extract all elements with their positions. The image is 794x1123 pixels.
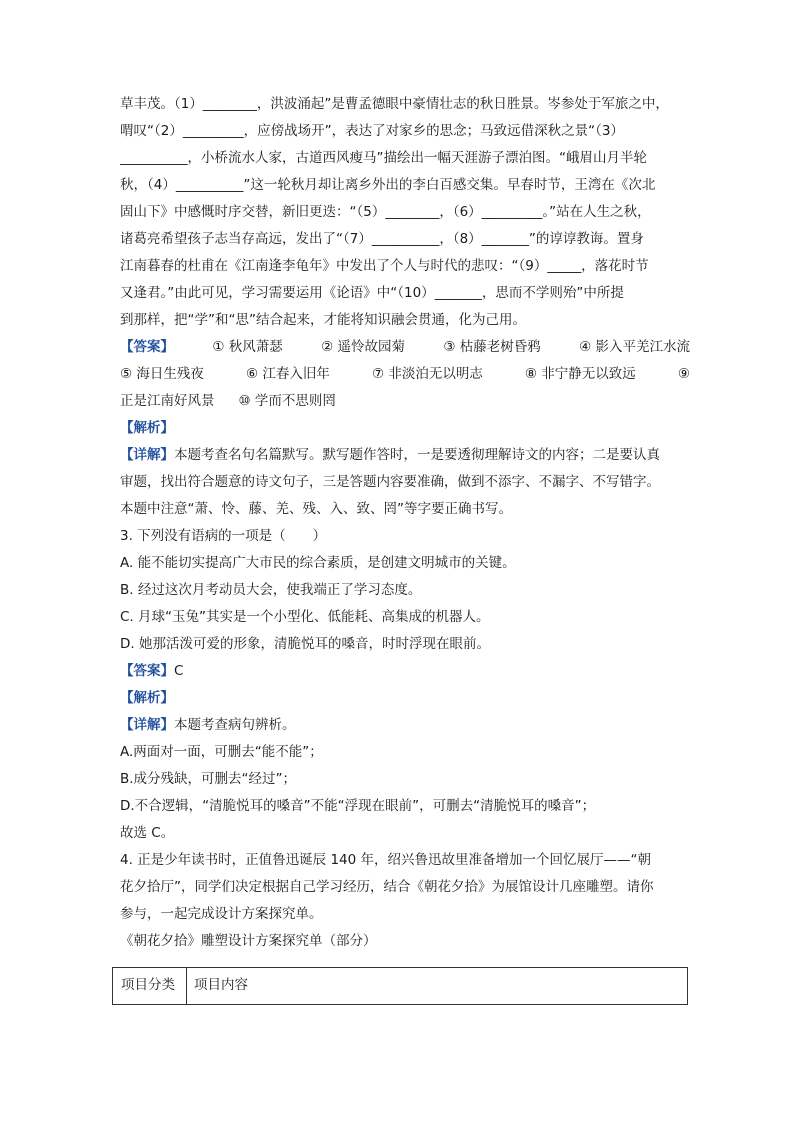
document-body xyxy=(120,91,690,955)
passage-line: 诸葛亮希望孩子志当存高远，发出了“（7）__________，（8）_______”的谆谆教诲。置身 xyxy=(120,231,644,247)
answer-line xyxy=(120,658,690,685)
question-text: 参与，一起完成设计方案探究单。 xyxy=(120,906,323,922)
answer-item: ⑥ 江春入旧年 xyxy=(245,366,330,382)
answer-item: ② 遥怜故园菊 xyxy=(321,339,405,355)
analysis-label: 【解析】 xyxy=(120,420,174,436)
passage-line: 到那样，把“学”和“思”结合起来，才能将知识融会贯通，化为己用。 xyxy=(120,312,526,328)
answer-value: C xyxy=(174,663,184,679)
detail-text: 本题考查病句辨析。 xyxy=(174,717,296,733)
answer-item: 正是江南好风景 xyxy=(120,393,215,409)
passage-line: 草丰茂。（1）________，洪波涌起”是曹孟德眼中豪情壮志的秋日胜景。岑参处于军旅之中， xyxy=(120,96,669,112)
answer-row xyxy=(120,334,690,361)
answer-item: ⑧ 非宁静无以致远 xyxy=(524,366,636,382)
design-plan-table xyxy=(112,967,688,1005)
explanation-line: B.成分残缺，可删去“经过”； xyxy=(120,771,297,787)
detail-label: 【详解】 xyxy=(120,447,174,463)
passage-line: 秋，（4）__________”这一轮秋月却让离乡外出的李白百感交集。早春时节，王湾在《次北 xyxy=(120,177,656,193)
detail-line: 审题，找出符合题意的诗文句子，三是答题内容要准确，做到不添字、不漏字、不写错字。 xyxy=(120,474,660,490)
passage-line: 又逢君。”由此可见，学习需要运用《论语》中“（10）_______，思而不学则殆”中所提 xyxy=(120,285,624,301)
question-option: A. 能不能切实提高广大市民的综合素质，是创建文明城市的关键。 xyxy=(120,555,516,571)
answer-item: ④ 影入平羌江水流 xyxy=(579,339,690,355)
analysis-label: 【解析】 xyxy=(120,690,174,706)
detail-label: 【详解】 xyxy=(120,717,174,733)
question-stem: 4. 正是少年读书时，正值鲁迅诞辰 140 年，绍兴鲁迅故里准备增加一个回忆展厅——“朝 xyxy=(120,852,652,868)
answer-item: ⑩ 学而不思则罔 xyxy=(238,393,336,409)
answer-label: 【答案】 xyxy=(120,339,174,355)
explanation-line: A.两面对一面，可删去“能不能”； xyxy=(120,744,323,760)
answer-item: ③ 枯藤老树昏鸦 xyxy=(443,339,541,355)
answer-item: ⑨ xyxy=(677,366,690,382)
detail-line xyxy=(120,712,690,739)
table-header-category: 项目分类 xyxy=(113,968,187,1004)
table-caption: 《朝花夕拾》雕塑设计方案探究单（部分） xyxy=(120,933,377,949)
answer-label: 【答案】 xyxy=(120,663,174,679)
question-stem: 3. 下列没有语病的一项是（ ） xyxy=(120,528,327,544)
detail-text: 本题考查名句名篇默写。默写题作答时，一是要透彻理解诗文的内容；二是要认真 xyxy=(174,447,660,463)
question-option: B. 经过这次月考动员大会，使我端正了学习态度。 xyxy=(120,582,422,598)
explanation-line: D.不合逻辑，“清脆悦耳的嗓音”不能“浮现在眼前”，可删去“清脆悦耳的嗓音”； xyxy=(120,798,596,814)
passage-line: __________，小桥流水人家，古道西风瘦马”描绘出一幅天涯游子漂泊图。“峨眉山月半轮 xyxy=(120,150,647,166)
detail-line xyxy=(120,442,690,469)
answer-item: ⑤ 海日生残夜 xyxy=(120,366,204,382)
passage-line: 江南暮春的杜甫在《江南逢李龟年》中发出了个人与时代的悲叹：“（9）_____，落花时节 xyxy=(120,258,649,274)
question-option: D. 她那活泼可爱的形象，清脆悦耳的嗓音，时时浮现在眼前。 xyxy=(120,636,490,652)
answer-row xyxy=(120,361,690,388)
answer-item: ① 秋风萧瑟 xyxy=(212,339,283,355)
question-option: C. 月球“玉兔”其实是一个小型化、低能耗、高集成的机器人。 xyxy=(120,609,490,625)
passage-line: 喟叹“（2）_________，应傍战场开”，表达了对家乡的思念；马致远借深秋之景“（3） xyxy=(120,123,624,139)
passage-line: 固山下》中感慨时序交替，新旧更迭：“（5）________，（6）_________。”站在人生之秋， xyxy=(120,204,651,220)
answer-item: ⑦ 非淡泊无以明志 xyxy=(371,366,483,382)
detail-line: 本题中注意“萧、怜、藤、羌、残、入、致、罔”等字要正确书写。 xyxy=(120,501,512,517)
explanation-line: 故选 C。 xyxy=(120,825,175,841)
answer-row xyxy=(120,388,690,415)
table-header-content: 项目内容 xyxy=(194,977,248,993)
question-text: 花夕拾厅”，同学们决定根据自己学习经历，结合《朝花夕拾》为展馆设计几座雕塑。请你 xyxy=(120,879,654,895)
